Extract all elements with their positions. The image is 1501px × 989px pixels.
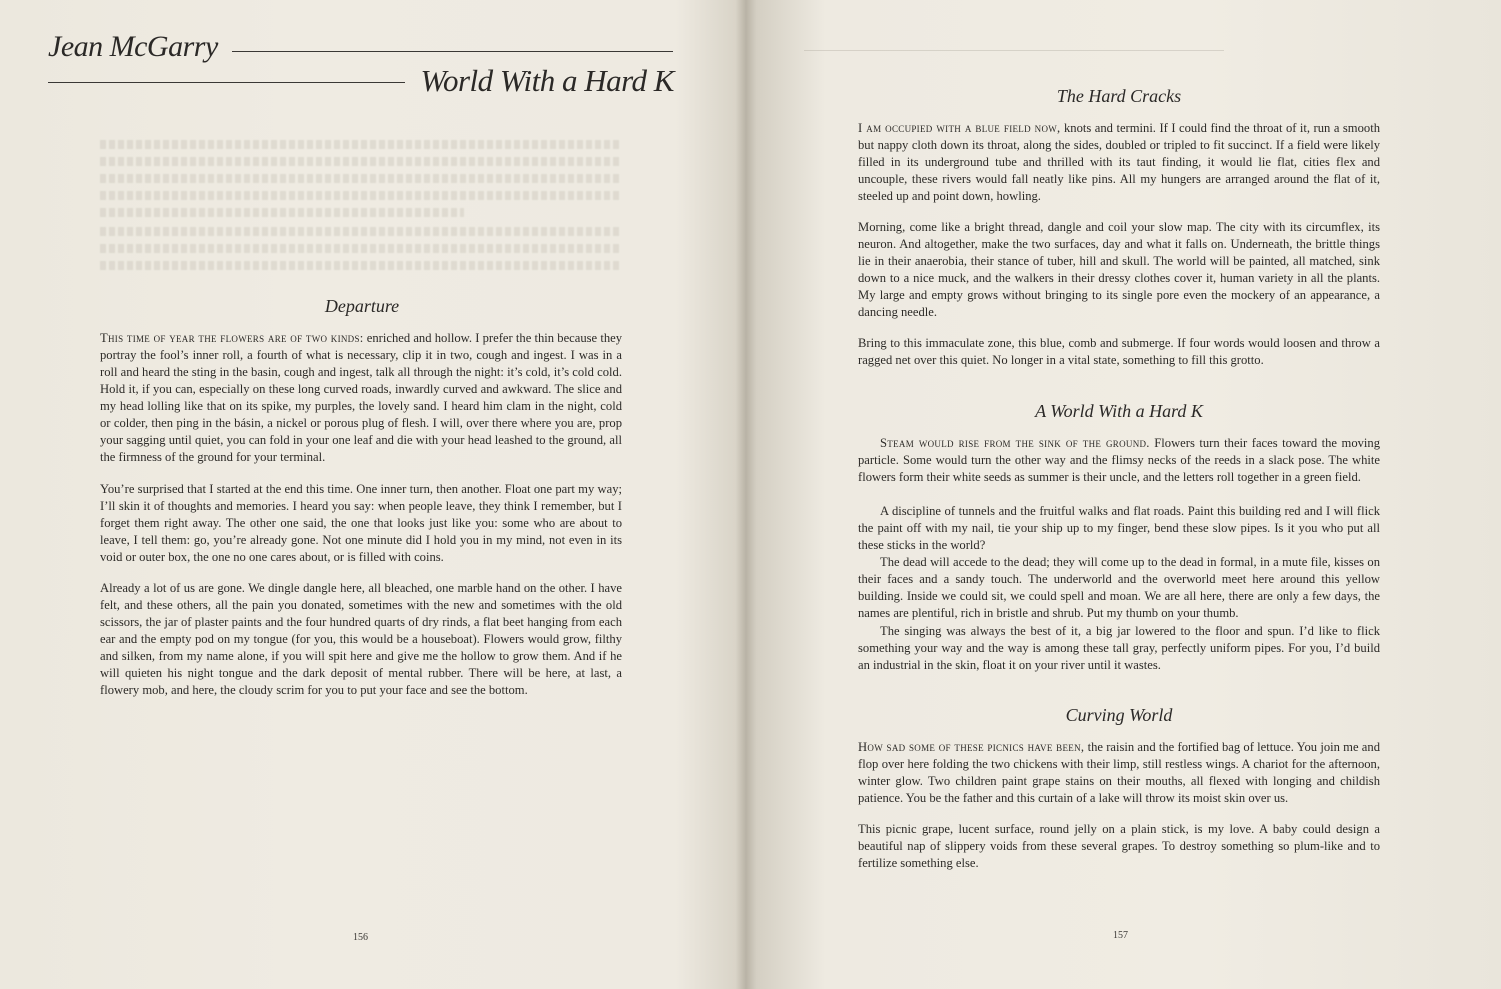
work-title: World With a Hard K [420, 63, 674, 98]
paragraph [100, 481, 622, 566]
paragraph-text: knots and termini. If I could find the throat of it, run a smooth but nappy cloth down its throat, along the sides, doubled or tripled to fit succinct. If a field were likely filled in its underground tube and thrilled with its taut finding, it would lie flat, cities flex and uncouple, these rivers would fall neatly like pins. All my hungers are arranged around the flat of it, steeled up and point down, howling. [858, 121, 1380, 203]
show-through-rule [804, 50, 1224, 51]
page-number: 156 [353, 932, 368, 943]
paragraph-lead-in: I am occupied with a blue field now, [858, 121, 1061, 135]
paragraph [858, 503, 1380, 554]
paragraph [100, 580, 622, 699]
paragraph [858, 120, 1380, 205]
paragraph-text: enriched and hollow. I prefer the thin because they portray the fool’s inner roll, a fourth of what is necessary, clip it in two, cough and ingest. I was in a roll and heard the sting in the basin, cough and ingest, talk all through the night: it’s cold, it’s cold cold. Hold it, if you can, especially on these long curved roads, inwardly curved and awkward. The slice and my head lolling like that on its spike, my purples, the lovely sand. I heard him clam in the night, cold or colder, then ping in the básin, a nickel or porous plug of flesh. I will, over there where you are, prop your sagging until quiet, you can fold in your one leaf and die with your head leashed to the ground, all the firmness of the ground for your terminal. [100, 331, 623, 464]
paragraph-text: Morning, come like a bright thread, dangle and coil your slow map. The city with its circumflex, its neuron. And altogether, make the two surfaces, day and what it falls on. Underneath, the brittle things lie in their anaerobia, their stance of tuber, hill and skull. The world will be painted, all matched, sink down to a nice muck, and the walkers in their dressy clothes cover it, human variety in all the plants. My large and empty grows without bringing to its single pore even the mockery of an appearance, a dancing needle. [858, 220, 1380, 319]
paragraph-text: A discipline of tunnels and the fruitful walks and flat roads. Paint this building red and I will flick the paint off with my nail, tie your ship up to my finger, bend these slow pipes. Is it you who put all these sticks in the world? [858, 504, 1380, 552]
paragraph [858, 219, 1380, 321]
header-rule-bottom [48, 82, 405, 83]
paragraph-text: Bring to this immaculate zone, this blue, comb and submerge. If four words would loosen and throw a ragged net over this quiet. No longer in a vital state, something to fill this grotto. [858, 336, 1380, 367]
author-name: Jean McGarry [48, 30, 218, 63]
paragraph [858, 335, 1380, 369]
paragraph-text: You’re surprised that I started at the end this time. One inner turn, then another. Float one part my way; I’ll skin it of thoughts and memories. I heard you say: when people leave, they think I remember, but I forget them right away. The other one said, the one that looks just like you: some who are about to leave, I tell them: go, you’re already gone. Not one minute did I hold you in my mind, not even in its void or outer box, the one no one cares about, or is filled with coins. [100, 482, 622, 564]
right-page [738, 0, 1501, 989]
paragraph [858, 435, 1380, 486]
left-page [0, 0, 738, 989]
paragraph-lead-in: How sad some of these picnics have been, [858, 740, 1085, 754]
section-heading-hard-cracks: The Hard Cracks [1056, 86, 1182, 106]
paragraph [858, 554, 1380, 622]
paragraph [858, 821, 1380, 872]
paragraph-text: This picnic grape, lucent surface, round jelly on a plain stick, is my love. A baby could design a beautiful nap of slippery voids from these several grapes. To destroy something so plum-like and to fertilize something else. [858, 822, 1380, 870]
paragraph-text: The singing was always the best of it, a big jar lowered to the floor and spun. I’d like to flick something your way and the way is among these tall gray, perfectly uniform pipes. For you, I’d build an industrial in the skin, float it on your river until it wastes. [858, 624, 1380, 672]
section-heading-curving-world: Curving World [1065, 705, 1173, 725]
paragraph-text: The dead will accede to the dead; they will come up to the dead in formal, in a mute file, kisses on their faces and a sandy touch. The underworld and the overworld meet here around this yellow building. Inside we could sit, we could spell and moan. We are all here, there are only a few days, the names are plentiful, rich in bristle and shrub. Put my thumb on your thumb. [858, 555, 1380, 620]
section-heading-world-hard-k: A World With a Hard K [1035, 401, 1203, 421]
paragraph-lead-in: This time of year the flowers are of two kinds: [100, 331, 364, 345]
show-through-left [100, 140, 620, 278]
section-heading-departure: Departure [324, 296, 400, 316]
header-rule-top [232, 51, 673, 52]
paragraph-text: the raisin and the fortified bag of lettuce. You join me and flop over here folding the two chickens with their limp, still restless wings. A chariot for the afternoon, winter glow. Two children paint grape stains on their mouths, all flexed with longing and childish patience. You be the father and this curtain of a lake will throw its moist skin over us. [858, 740, 1380, 805]
paragraph [858, 739, 1380, 807]
paragraph-text: Flowers turn their faces toward the moving particle. Some would turn the other way and the flimsy necks of the reeds in a slack pose. The white flowers form their white seeds as summer is their uncle, and the letters roll together in a green field. [858, 436, 1381, 484]
paragraph-text: Already a lot of us are gone. We dingle dangle here, all bleached, one marble hand on the other. I have felt, and these others, all the pain you donated, sometimes with the new and sometimes with the old scissors, the jar of plaster paints and the four hundred quarts of dry rinds, a flat beet hanging from each ear and the empty pod on my tongue (for you, this would be a houseboat). Flowers would grow, filthy and silken, from my name alone, if you will spit here and give me the hollow to grow them. And if he will quieten his night tongue and the dark deposit of mental rubber. There will be here, at last, a flowery mob, and here, the cloudy scrim for you to put your face and see the bottom. [100, 581, 622, 697]
paragraph [100, 330, 622, 466]
page-number: 157 [1113, 930, 1128, 941]
paragraph [858, 623, 1380, 674]
paragraph-lead-in: Steam would rise from the sink of the ground. [880, 436, 1150, 450]
